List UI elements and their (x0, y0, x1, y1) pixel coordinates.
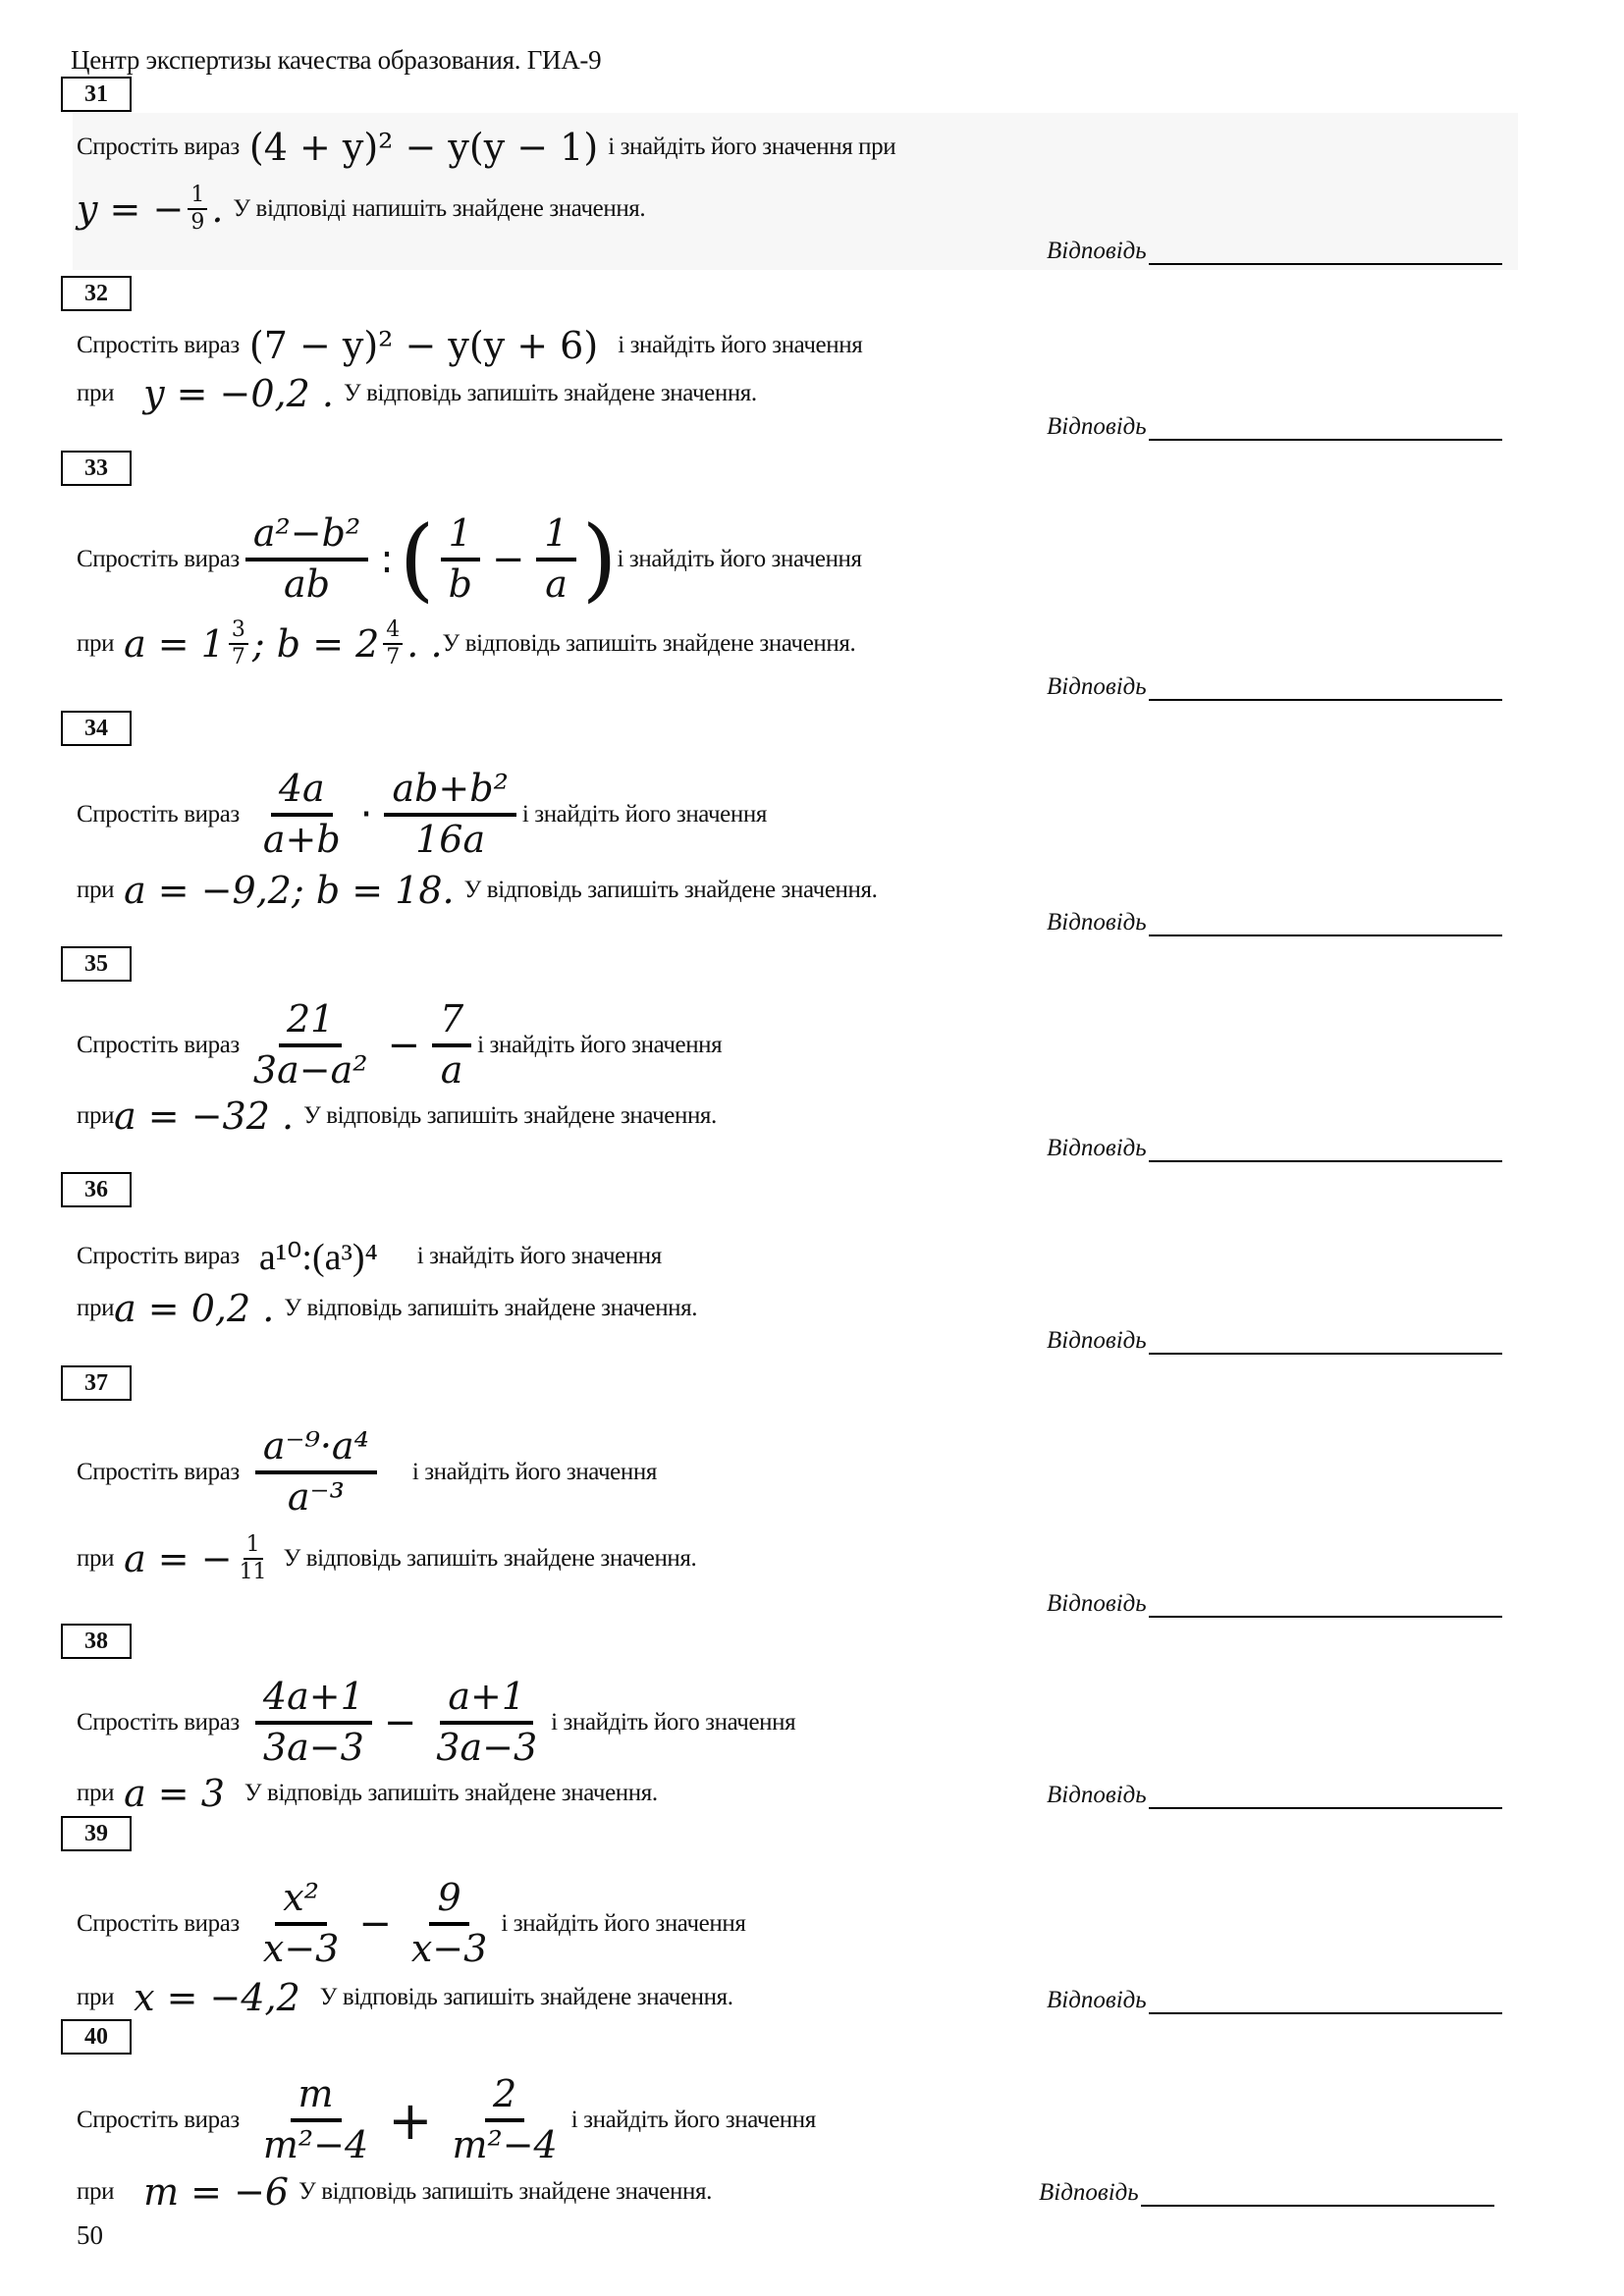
minus-operator: − (387, 1023, 420, 1068)
fraction-denominator: 7 (386, 645, 401, 669)
page-number: 50 (77, 2220, 103, 2250)
condition: a = 0,2 . (114, 1287, 275, 1330)
answer-line[interactable] (1149, 677, 1502, 701)
fraction-numerator: 7 (432, 1000, 471, 1047)
task-number-36: 36 (61, 1172, 132, 1207)
condition-b: ; b = 2 (251, 622, 380, 666)
task-instruction: У відповідь запишіть знайдене значення. (284, 1295, 698, 1321)
fraction-numerator: x² (275, 1879, 327, 1926)
condition-tail: . (211, 187, 224, 231)
fraction-numerator: a+1 (440, 1678, 533, 1725)
fraction-denominator: 3a−3 (262, 1726, 364, 1769)
fraction-numerator: m (291, 2075, 342, 2122)
fraction-numerator: 4 (383, 618, 403, 645)
condition: a = − (124, 1537, 233, 1580)
condition-tail: . . (406, 622, 443, 666)
fraction (245, 997, 376, 1092)
minus-operator: − (358, 1901, 392, 1947)
answer-line[interactable] (1149, 1139, 1502, 1162)
task-instruction: У відповідь запишіть знайдене значення. (319, 1984, 733, 2010)
task-instruction: У відповідь запишіть знайдене значення. (298, 2178, 712, 2205)
plus-operator: + (388, 2089, 433, 2152)
task-31-condition (77, 175, 645, 243)
task-38-statement (77, 1659, 795, 1787)
task-31-statement (77, 118, 895, 177)
task-instruction: У відповідь запишіть знайдене значення. (244, 1780, 658, 1806)
task-number-35: 35 (61, 946, 132, 982)
task-37-condition (77, 1522, 696, 1596)
fraction (536, 511, 575, 606)
answer-label: Відповідь (1047, 1782, 1147, 1808)
task-33-statement (77, 491, 862, 628)
answer-line[interactable] (1149, 1991, 1502, 2014)
fraction-denominator: a+b (262, 818, 341, 861)
fraction-denominator: a (440, 1048, 463, 1092)
fraction-denominator: ab (284, 562, 331, 606)
minus-operator: − (491, 537, 525, 582)
fraction (428, 1675, 545, 1769)
task-expression: (4 + y)² − y(y − 1) (248, 126, 599, 169)
answer-line[interactable] (1141, 2183, 1494, 2207)
fraction-denominator: x−3 (262, 1927, 340, 1970)
condition: y = − (77, 187, 185, 231)
task-expression: (7 − y)² − y(y + 6) (248, 324, 599, 367)
task-34-condition (77, 866, 877, 915)
answer-line[interactable] (1149, 241, 1502, 265)
task-after: і знайдіть його значення (521, 801, 767, 828)
pri-label: при (77, 1102, 115, 1129)
task-37-statement (77, 1404, 657, 1541)
task-number-37: 37 (61, 1365, 132, 1401)
answer-label: Відповідь (1047, 1327, 1147, 1354)
answer-label: Відповідь (1047, 1590, 1147, 1617)
task-expression: a¹⁰:(a³)⁴ (258, 1236, 378, 1278)
task-after: і знайдіть його значення (570, 2107, 816, 2133)
task-intro: Спростіть вираз (77, 133, 240, 160)
pri-label: при (77, 630, 115, 657)
task-instruction: У відповіді напишіть знайдене значення. (233, 195, 646, 222)
fraction-numerator: 4a (271, 770, 333, 817)
task-35-condition (77, 1092, 717, 1141)
task-after: і знайдіть його значення (416, 1243, 662, 1269)
task-number-31: 31 (61, 77, 132, 112)
fraction (441, 511, 480, 606)
task-after: і знайдіть його значення (617, 546, 862, 572)
task-intro: Спростіть вираз (77, 546, 240, 572)
answer-line[interactable] (1149, 1594, 1502, 1618)
task-number-33: 33 (61, 451, 132, 486)
task-36-statement (77, 1227, 662, 1286)
task-number-39: 39 (61, 1816, 132, 1851)
condition-fraction (383, 618, 403, 669)
fraction-denominator: 3a−3 (436, 1726, 538, 1769)
pri-label: при (77, 380, 115, 406)
condition: a = −9,2; b = 18. (124, 869, 455, 912)
task-33-condition (77, 609, 855, 679)
division-operator: : (380, 537, 394, 582)
task-intro: Спростіть вираз (77, 801, 240, 828)
task-instruction: У відповідь запишіть знайдене значення. (463, 877, 878, 903)
answer-field-32[interactable] (1047, 413, 1502, 441)
answer-line[interactable] (1149, 1331, 1502, 1355)
answer-field-35[interactable] (1047, 1135, 1502, 1162)
fraction-denominator: 11 (239, 1560, 267, 1584)
fraction-denominator: a⁻³ (287, 1475, 345, 1519)
answer-label: Відповідь (1047, 673, 1147, 700)
condition-fraction (229, 618, 248, 669)
task-after: і знайдіть його значення (618, 332, 863, 358)
left-paren: ( (399, 506, 435, 612)
pri-label: при (77, 1295, 115, 1321)
fraction-denominator: a (545, 562, 568, 606)
condition: x = −4,2 (134, 1976, 300, 2019)
pri-label: при (77, 1780, 115, 1806)
answer-field-33[interactable] (1047, 673, 1502, 701)
fraction (255, 1424, 377, 1519)
task-after: і знайдіть його значення (477, 1032, 723, 1058)
answer-field-36[interactable] (1047, 1327, 1502, 1355)
fraction-denominator: 9 (190, 210, 205, 235)
fraction-denominator: m²−4 (452, 2123, 558, 2166)
task-intro: Спростіть вираз (77, 332, 240, 358)
answer-line[interactable] (1149, 417, 1502, 441)
fraction-denominator: 16a (415, 818, 486, 861)
pri-label: при (77, 1984, 115, 2010)
task-intro: Спростіть вираз (77, 1243, 240, 1269)
task-instruction: У відповідь запишіть знайдене значення. (283, 1545, 697, 1572)
fraction-numerator: a²−b² (245, 514, 368, 561)
fraction (444, 2072, 565, 2166)
minus-operator: − (383, 1700, 417, 1745)
fraction-numerator: 9 (429, 1879, 468, 1926)
task-number-38: 38 (61, 1624, 132, 1659)
fraction-denominator: b (448, 562, 472, 606)
condition: m = −6 (143, 2170, 290, 2214)
answer-label: Відповідь (1047, 413, 1147, 440)
fraction-numerator: a⁻⁹·a⁴ (255, 1427, 377, 1474)
task-after: і знайдіть його значення (411, 1459, 657, 1485)
fraction-numerator: 1 (536, 514, 575, 561)
fraction (432, 997, 471, 1092)
condition: a = −32 . (114, 1095, 295, 1138)
answer-label: Відповідь (1047, 1987, 1147, 2013)
task-intro: Спростіть вираз (77, 2107, 240, 2133)
right-paren: ) (581, 506, 618, 612)
task-intro: Спростіть вираз (77, 1709, 240, 1735)
pri-label: при (77, 1545, 115, 1572)
fraction-numerator: 3 (229, 618, 248, 645)
fraction-denominator: 3a−a² (252, 1048, 368, 1092)
condition: y = −0,2 . (143, 372, 334, 415)
answer-field-38[interactable] (1047, 1782, 1502, 1809)
fraction-numerator: 1 (441, 514, 480, 561)
answer-line[interactable] (1149, 1786, 1502, 1809)
fraction (255, 1876, 347, 1970)
fraction (384, 767, 515, 861)
task-39-statement (77, 1860, 745, 1988)
fraction-denominator: x−3 (410, 1927, 488, 1970)
answer-field-37[interactable] (1047, 1590, 1502, 1618)
task-39-condition (77, 1973, 733, 2022)
fraction-numerator: 2 (485, 2075, 524, 2122)
fraction (404, 1876, 495, 1970)
task-number-34: 34 (61, 711, 132, 746)
fraction-numerator: ab+b² (384, 770, 515, 817)
task-after: і знайдіть його значення при (608, 133, 896, 160)
fraction-numerator: 21 (279, 1000, 342, 1047)
answer-field-40[interactable] (1039, 2179, 1494, 2207)
answer-label: Відповідь (1047, 1135, 1147, 1161)
task-after: і знайдіть його значення (501, 1910, 746, 1937)
fraction (255, 767, 349, 861)
condition-a: a = 1 (124, 622, 225, 666)
condition: a = 3 (124, 1772, 225, 1815)
fraction-numerator: 1 (188, 184, 207, 210)
task-instruction: У відповідь запишіть знайдене значення. (442, 630, 856, 657)
fraction (255, 1675, 372, 1769)
task-36-condition (77, 1284, 697, 1333)
task-intro: Спростіть вираз (77, 1032, 240, 1058)
fraction-numerator: 4a+1 (255, 1678, 372, 1725)
task-after: і знайдіть його значення (551, 1709, 796, 1735)
task-40-condition (77, 2167, 712, 2216)
fraction (255, 2072, 376, 2166)
fraction-denominator: m²−4 (262, 2123, 369, 2166)
fraction-denominator: 7 (231, 645, 245, 669)
fraction-numerator: 1 (244, 1533, 263, 1560)
task-instruction: У відповідь запишіть знайдене значення. (343, 380, 757, 406)
answer-field-34[interactable] (1047, 909, 1502, 936)
task-35-statement (77, 982, 722, 1109)
task-number-40: 40 (61, 2019, 132, 2055)
multiply-operator: · (359, 792, 373, 837)
answer-label: Відповідь (1039, 2179, 1139, 2206)
answer-field-31[interactable] (1047, 238, 1502, 265)
task-intro: Спростіть вираз (77, 1459, 240, 1485)
task-38-condition (77, 1769, 658, 1818)
answer-line[interactable] (1149, 913, 1502, 936)
task-40-statement (77, 2056, 816, 2184)
task-34-statement (77, 751, 767, 879)
condition-fraction (237, 1533, 270, 1584)
fraction (245, 511, 368, 606)
task-number-32: 32 (61, 276, 132, 311)
task-instruction: У відповідь запишіть знайдене значення. (303, 1102, 717, 1129)
answer-label: Відповідь (1047, 909, 1147, 935)
answer-label: Відповідь (1047, 238, 1147, 264)
answer-field-39[interactable] (1047, 1987, 1502, 2014)
task-intro: Спростіть вираз (77, 1910, 240, 1937)
pri-label: при (77, 2178, 115, 2205)
document-header: Центр экспертизы качества образования. ГИА-9 (71, 45, 602, 75)
pri-label: при (77, 877, 115, 903)
task-32-condition (77, 369, 757, 418)
task-32-statement (77, 316, 862, 375)
condition-fraction (188, 184, 207, 235)
